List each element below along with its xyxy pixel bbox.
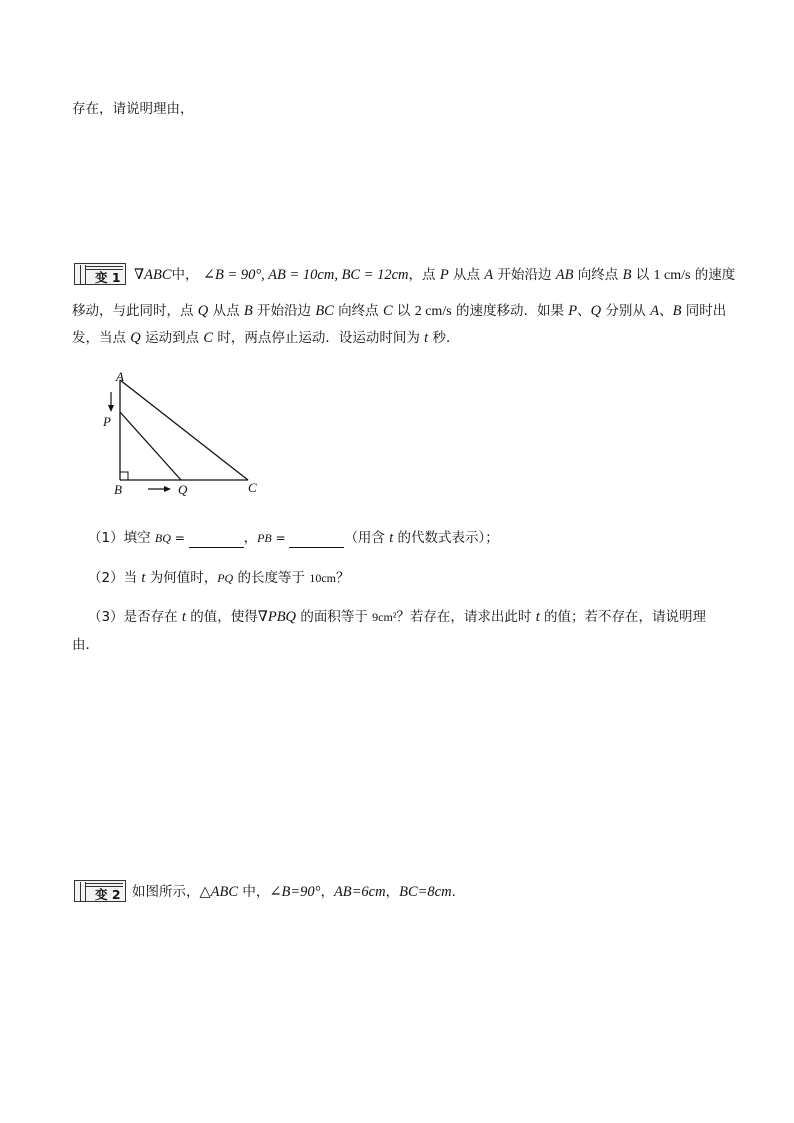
text: 为何值时， xyxy=(145,570,218,586)
text: = xyxy=(170,531,189,545)
text: 秒． xyxy=(428,330,460,346)
right-angle-mark xyxy=(120,472,128,480)
variant-1-label: 变 1 xyxy=(95,270,121,285)
text: 时，两点停止运动．设运动时间为 xyxy=(213,330,425,346)
point-a: A xyxy=(484,267,494,283)
point-b: B xyxy=(243,303,253,319)
point-q: Q xyxy=(590,303,602,319)
label-c: C xyxy=(248,480,257,495)
angle-b: ∠B = 90° xyxy=(202,267,262,283)
text: 运动到点 xyxy=(140,330,204,346)
variable-t: t xyxy=(141,570,146,586)
text: ． xyxy=(451,884,466,900)
label-a: A xyxy=(116,370,124,384)
question-1 xyxy=(88,528,499,548)
pb: PB xyxy=(257,531,272,545)
arrow-right-head-icon xyxy=(164,486,171,492)
point-a: A xyxy=(650,303,660,319)
text: ， xyxy=(385,884,400,900)
side-ac xyxy=(120,380,248,480)
answer-blank-pb[interactable] xyxy=(289,533,344,548)
text: 中， xyxy=(171,267,199,283)
triangle-abc: ∇ABC xyxy=(134,267,172,283)
text: 、 xyxy=(577,303,591,319)
ab-length: , AB = 10cm xyxy=(261,267,335,283)
text: 的速度 xyxy=(690,267,736,283)
text: 向终点 xyxy=(333,303,383,319)
arrow-down-head-icon xyxy=(108,405,114,412)
text: 移动，与此同时，点 xyxy=(72,303,198,319)
ab-length: AB=6cm xyxy=(333,884,386,900)
text: 如图所示， xyxy=(132,884,200,900)
v1-line-3 xyxy=(72,328,459,348)
text: 的长度等于 xyxy=(233,570,310,586)
question-3-cont: 由． xyxy=(72,637,99,653)
point-q: Q xyxy=(130,330,141,346)
text: （3）是否存在 xyxy=(88,609,182,625)
triangle-figure xyxy=(98,370,268,500)
variable-t: t xyxy=(424,330,429,346)
triangle-pbq: ∇PBQ xyxy=(257,609,297,625)
value-10cm: 10cm xyxy=(309,571,336,585)
point-p: P xyxy=(439,267,449,283)
variant-1-tag xyxy=(74,263,126,285)
label-p: P xyxy=(103,414,111,429)
point-c: C xyxy=(382,303,393,319)
text: 、 xyxy=(659,303,673,319)
segment-bc: BC xyxy=(315,303,334,319)
answer-blank-bq[interactable] xyxy=(189,533,244,548)
text: （1）填空 xyxy=(88,530,155,546)
bc-length: , BC = 12cm xyxy=(334,267,409,283)
text: 以 xyxy=(631,267,654,283)
variable-t: t xyxy=(389,530,394,546)
text: 的值；若不存在，请说明理 xyxy=(539,609,707,625)
text: ， xyxy=(320,884,334,900)
text: ， xyxy=(243,530,258,546)
variant-2-label: 变 2 xyxy=(95,887,121,902)
point-q: Q xyxy=(197,303,209,319)
triangle-abc: △ABC xyxy=(199,884,239,900)
text: 的面积等于 xyxy=(296,609,373,625)
v1-line-1 xyxy=(134,265,735,286)
angle-b: ∠B=90° xyxy=(269,884,321,900)
text: 向终点 xyxy=(573,267,623,283)
variable-t: t xyxy=(181,609,186,625)
text: 从点 xyxy=(448,267,485,283)
speed-p: 1 cm/s xyxy=(653,268,691,283)
speed-q: 2 cm/s xyxy=(414,304,452,319)
text: 同时出 xyxy=(681,303,727,319)
segment-pq xyxy=(120,412,181,480)
point-b: B xyxy=(622,267,632,283)
variant-2-tag xyxy=(74,880,126,902)
text: ？ xyxy=(335,570,350,586)
label-b: B xyxy=(114,482,122,497)
question-3 xyxy=(88,607,706,627)
text: 中， xyxy=(238,884,270,900)
point-b: B xyxy=(672,303,682,319)
text: 开始沿边 xyxy=(252,303,316,319)
bq: BQ xyxy=(154,531,171,545)
text: 开始沿边 xyxy=(493,267,556,283)
text: 从点 xyxy=(208,303,244,319)
text: 分别从 xyxy=(601,303,651,319)
text: 的值，使得 xyxy=(185,609,258,625)
segment-ab: AB xyxy=(555,267,574,283)
label-q: Q xyxy=(178,482,188,497)
text: ？若存在，请求出此时 xyxy=(396,609,536,625)
value-9cm2: 9cm² xyxy=(372,610,397,624)
question-2 xyxy=(88,568,349,588)
text: = xyxy=(271,531,290,545)
text: 发，当点 xyxy=(72,330,131,346)
text: 以 xyxy=(392,303,415,319)
variable-t: t xyxy=(535,609,540,625)
pq: PQ xyxy=(217,571,234,585)
text: （用含 xyxy=(344,530,390,546)
v1-line-2 xyxy=(72,301,726,322)
bc-length: BC=8cm xyxy=(399,884,452,900)
point-p: P xyxy=(568,303,578,319)
text: （2）当 xyxy=(88,570,142,586)
intro-text: 存在，请说明理由， xyxy=(72,101,194,117)
text: 的速度移动．如果 xyxy=(451,303,569,319)
text: 的代数式表示）； xyxy=(393,530,499,546)
v2-line-1 xyxy=(132,882,465,902)
text: ，点 xyxy=(408,267,440,283)
point-c: C xyxy=(203,330,214,346)
